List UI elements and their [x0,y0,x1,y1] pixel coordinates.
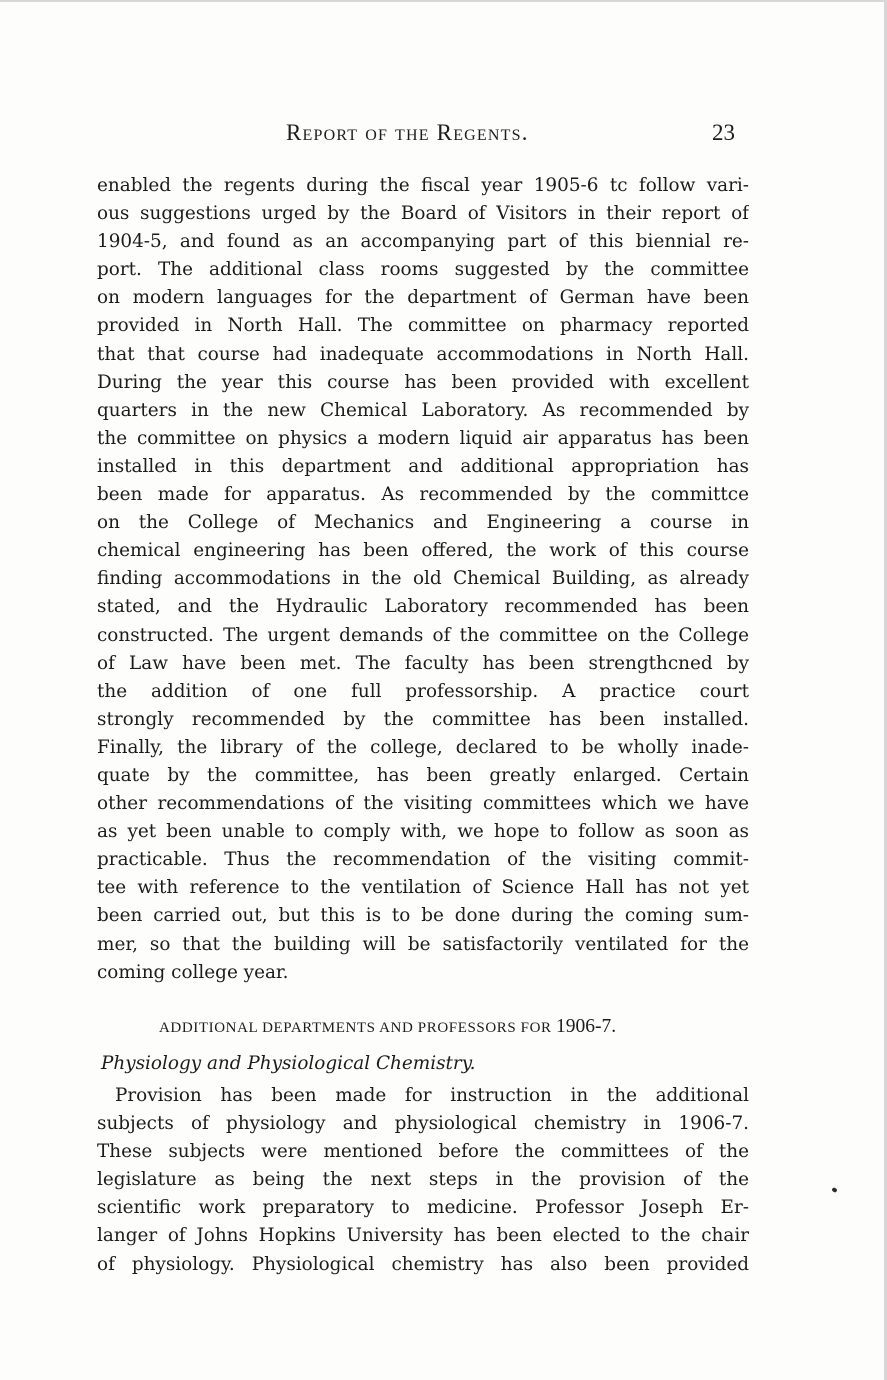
body-paragraph [97,172,749,987]
body-line: chemical engineering has been offered, the work of this course [97,540,749,562]
body-line: been carried out, but this is to be done during the coming sum- [97,905,749,927]
section-line: scientific work preparatory to medicine. Professor Joseph Er- [97,1197,749,1219]
body-line: stated, and the Hydraulic Laboratory recommended has been [97,596,749,618]
body-line: strongly recommended by the committee has been installed. [97,708,749,730]
body-line: Finally, the library of the college, declared to be wholly inade- [97,736,749,758]
body-line: that that course had inadequate accommodations in North Hall. [97,343,749,365]
body-line: coming college year. [97,961,289,983]
subsection-title: Physiology and Physiological Chemistry. [101,1053,476,1074]
body-line: 1904-5, and found as an accompanying part of this biennial re- [97,231,749,253]
body-line: finding accommodations in the old Chemical Building, as already [97,568,749,590]
body-line: ous suggestions urged by the Board of Visitors in their report of [97,203,749,225]
section-heading-year: 1906-7. [556,1016,617,1037]
section-line: subjects of physiology and physiological chemistry in 1906-7. [97,1113,749,1135]
body-line: quate by the committee, has been greatly enlarged. Certain [97,764,749,786]
body-line: enabled the regents during the fiscal year 1905-6 tc follow vari- [97,175,749,196]
body-line: been made for apparatus. As recommended by the committce [97,484,749,506]
page-top-edge [0,0,887,2]
body-line: practicable. Thus the recommendation of the visiting commit- [97,849,749,871]
section-line: These subjects were mentioned before the committees of the [97,1141,749,1163]
section-line: langer of Johns Hopkins University has been elected to the chair [97,1225,749,1247]
body-line: the committee on physics a modern liquid air apparatus has been [97,427,749,449]
section-line: of physiology. Physiological chemistry has also been provided [97,1253,749,1275]
body-line: mer, so that the building will be satisfactorily ventilated for the [97,933,749,955]
body-line: other recommendations of the visiting committees which we have [97,793,749,815]
body-line: on the College of Mechanics and Engineering a course in [97,512,749,534]
section-line: Provision has been made for instruction in the additional [115,1085,749,1106]
body-line: During the year this course has been provided with excellent [97,371,749,393]
body-line: provided in North Hall. The committee on pharmacy reported [97,315,749,337]
body-line: as yet been unable to comply with, we hope to follow as soon as [97,821,749,843]
body-line: tee with reference to the ventilation of Science Hall has not yet [97,877,749,899]
ink-speck [831,1187,837,1193]
page-number: 23 [712,120,735,145]
body-line: on modern languages for the department of German have been [97,287,749,309]
section-line: legislature as being the next steps in the provision of the [97,1169,749,1191]
body-line: installed in this department and additional appropriation has [97,455,749,477]
section-heading-text: ADDITIONAL DEPARTMENTS AND PROFESSORS FOR [159,1020,552,1036]
section-paragraph [97,1082,749,1279]
body-line: the addition of one full professorship. A practice court [97,680,749,702]
body-line: quarters in the new Chemical Laboratory. As recommended by [97,399,749,421]
body-line: constructed. The urgent demands of the committee on the College [97,624,749,646]
running-head: Report of the Regents. [286,120,529,145]
section-heading [159,1016,616,1038]
body-line: of Law have been met. The faculty has been strengthcned by [97,652,749,674]
body-line: port. The additional class rooms suggested by the committee [97,259,749,281]
